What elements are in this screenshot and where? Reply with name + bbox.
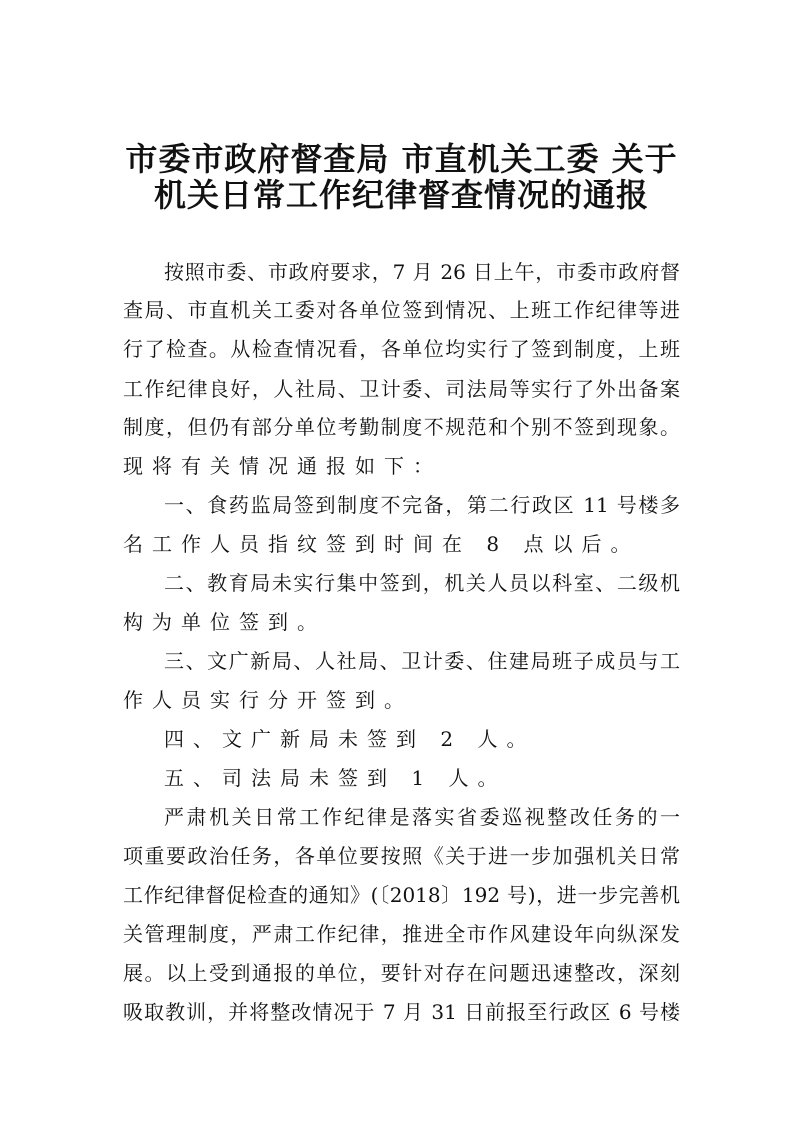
body-line: 行了检查。从检查情况看，各单位均实行了签到制度，上班: [123, 337, 680, 361]
body-line: 工作纪律督促检查的通知》(〔2018〕192 号)，进一步完善机: [123, 883, 680, 907]
body-line: 吸取教训，并将整改情况于 7 月 31 日前报至行政区 6 号楼: [123, 1000, 680, 1024]
document-title-line-1: 市委市政府督查局 市直机关工委 关于: [125, 140, 678, 178]
list-item-1-line: 名工作人员指纹签到时间在 8 点以后。: [123, 532, 640, 556]
body-line: 项重要政治任务，各单位要按照《关于进一步加强机关日常: [123, 844, 680, 868]
body-line: 展。以上受到通报的单位，要针对存在问题迅速整改，深刻: [123, 961, 680, 985]
body-line: 工作纪律良好，人社局、卫计委、司法局等实行了外出备案: [123, 377, 680, 401]
body-line: 现将有关情况通报如下：: [123, 454, 442, 478]
list-item-2-line: 二、教育局未实行集中签到，机关人员以科室、二级机: [164, 571, 680, 595]
list-item-4: 四、文广新局未签到 2 人。: [164, 727, 536, 751]
list-item-3-line: 作人员实行分开签到。: [123, 688, 413, 712]
body-line: 按照市委、市政府要求，7 月 26 日上午，市委市政府督: [164, 260, 680, 284]
list-item-5: 五、司法局未签到 1 人。: [164, 766, 507, 790]
list-item-3-line: 三、文广新局、人社局、卫计委、住建局班子成员与工: [164, 649, 680, 673]
body-line: 查局、市直机关工委对各单位签到情况、上班工作纪律等进: [123, 298, 680, 322]
body-line: 制度，但仍有部分单位考勤制度不规范和个别不签到现象。: [123, 415, 680, 439]
list-item-1-line: 一、食药监局签到制度不完备，第二行政区 11 号楼多: [164, 493, 680, 517]
body-line: 严肃机关日常工作纪律是落实省委巡视整改任务的一: [164, 805, 680, 829]
body-line: 关管理制度，严肃工作纪律，推进全市作风建设年向纵深发: [123, 922, 680, 946]
list-item-2-line: 构为单位签到。: [123, 610, 326, 634]
document-title-line-2: 机关日常工作纪律督查情况的通报: [153, 176, 649, 214]
